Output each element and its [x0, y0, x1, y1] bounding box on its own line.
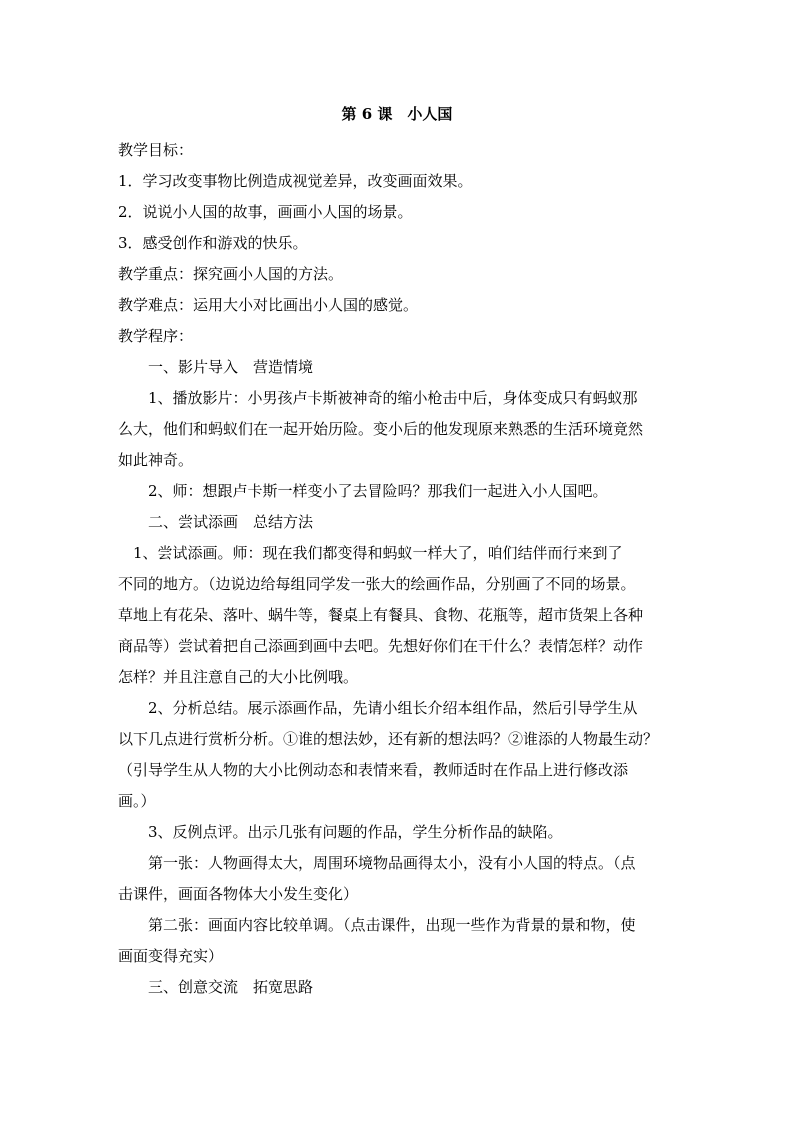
- section-heading-objectives: 教学目标：: [118, 141, 194, 159]
- paragraph-line: 第一张：人物画得太大，周围环境物品画得太小，没有小人国的特点。（点: [148, 854, 636, 872]
- paragraph-line: 以下几点进行赏析分析。①谁的想法妙，还有新的想法吗？②谁添的人物最生动？: [118, 730, 659, 748]
- paragraph-line: （引导学生从人物的大小比例动态和表情来看，教师适时在作品上进行修改添: [118, 761, 629, 779]
- paragraph-line: 怎样？并且注意自己的大小比例哦。: [118, 668, 359, 686]
- lesson-title: 第 6 课 小人国: [341, 105, 453, 123]
- paragraph-line: 2、分析总结。展示添画作品，先请小组长介绍本组作品，然后引导学生从: [148, 699, 638, 717]
- key-point: 教学重点：探究画小人国的方法。: [118, 265, 344, 283]
- paragraph-line: 画。）: [118, 792, 156, 810]
- paragraph-line: 击课件，画面各物体大小发生变化）: [118, 885, 359, 903]
- paragraph-line: 2、师：想跟卢卡斯一样变小了去冒险吗？那我们一起进入小人国吧。: [148, 482, 608, 500]
- step-heading-2: 二、尝试添画 总结方法: [148, 513, 314, 531]
- paragraph-line: 画面变得充实）: [118, 947, 224, 965]
- paragraph-line: 草地上有花朵、落叶、蜗牛等，餐桌上有餐具、食物、花瓶等，超市货架上各种: [118, 606, 644, 624]
- paragraph-line: 不同的地方。（边说边给每组同学发一张大的绘画作品，分别画了不同的场景。: [118, 575, 636, 593]
- paragraph-line: 1、尝试添画。师：现在我们都变得和蚂蚁一样大了，咱们结伴而行来到了: [133, 544, 623, 562]
- paragraph-line: 3、反例点评。出示几张有问题的作品，学生分析作品的缺陷。: [148, 823, 563, 841]
- objective-1: 1．学习改变事物比例造成视觉差异，改变画面效果。: [118, 172, 473, 190]
- difficult-point: 教学难点：运用大小对比画出小人国的感觉。: [118, 296, 419, 314]
- objective-3: 3．感受创作和游戏的快乐。: [118, 234, 308, 252]
- step-heading-3: 三、创意交流 拓宽思路: [148, 978, 314, 996]
- section-heading-procedure: 教学程序：: [118, 327, 194, 345]
- paragraph-line: 商品等）尝试着把自己添画到画中去吧。先想好你们在干什么？表情怎样？动作: [118, 637, 644, 655]
- paragraph-line: 么大，他们和蚂蚁们在一起开始历险。变小后的他发现原来熟悉的生活环境竟然: [118, 420, 644, 438]
- paragraph-line: 如此神奇。: [118, 451, 194, 469]
- paragraph-line: 1、播放影片：小男孩卢卡斯被神奇的缩小枪击中后，身体变成只有蚂蚁那: [148, 389, 638, 407]
- paragraph-line: 第二张：画面内容比较单调。（点击课件，出现一些作为背景的景和物，使: [148, 916, 636, 934]
- objective-2: 2．说说小人国的故事，画画小人国的场景。: [118, 203, 413, 221]
- document-body: [118, 135, 678, 1003]
- step-heading-1: 一、影片导入 营造情境: [148, 358, 314, 376]
